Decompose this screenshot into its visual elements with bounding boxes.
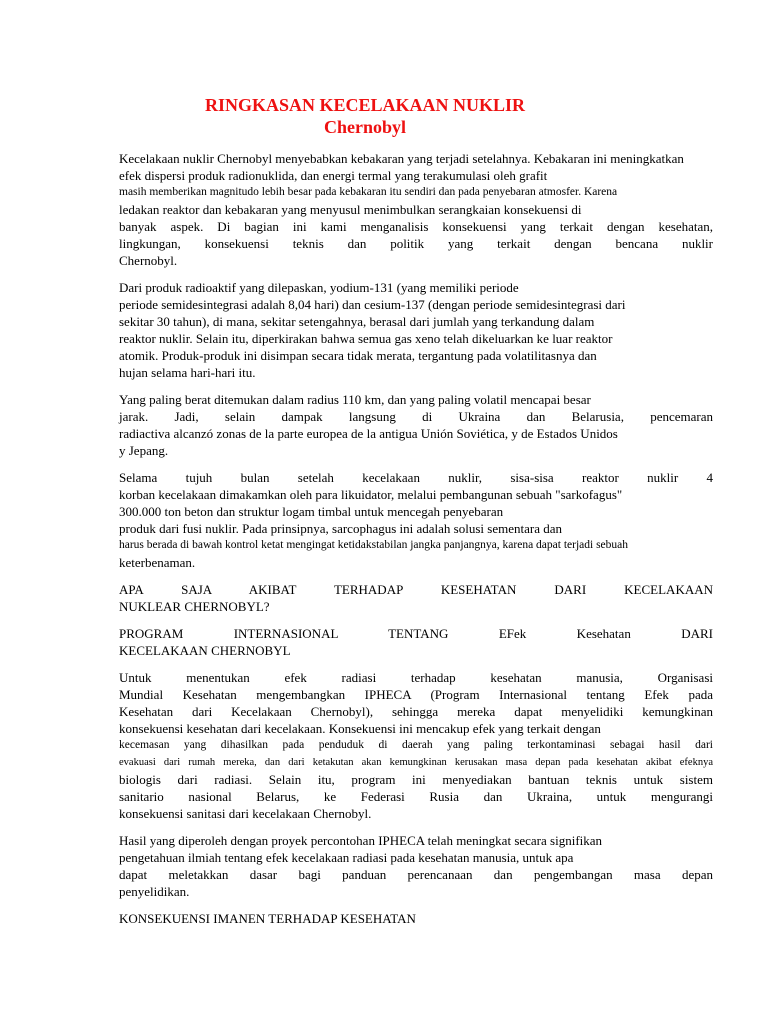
text-line: pengetahuan ilmiah tentang efek kecelakaan radiasi pada kesehatan manusia, untuk apa (119, 850, 574, 865)
text-line: Chernobyl. (119, 253, 178, 268)
text-line: kecemasan yang dihasilkan pada penduduk di daerah yang paling terkontaminasi sebagai hasil dari (119, 739, 713, 751)
paragraph (119, 669, 713, 822)
text-line: PROGRAM INTERNASIONAL TENTANG EFek Kesehatan DARI (119, 626, 713, 641)
text-line: Hasil yang diperoleh dengan proyek percontohan IPHECA telah meningkat secara signifikan (119, 833, 603, 848)
text-line: korban kecelakaan dimakamkan oleh para likuidator, melalui pembangunan sebuah "sarkofagus" (119, 487, 623, 502)
text-line: konsekuensi sanitasi dari kecelakaan Chernobyl. (119, 806, 372, 821)
text-line: periode semidesintegrasi adalah 8,04 hari) dan cesium-137 (dengan periode semidesintegrasi dari (119, 297, 626, 312)
text-line: jarak. Jadi, selain dampak langsung di Ukraina dan Belarusia, pencemaran (119, 409, 713, 424)
paragraph (119, 279, 713, 381)
text-line: KECELAKAAN CHERNOBYL (119, 643, 291, 658)
text-line: APA SAJA AKIBAT TERHADAP KESEHATAN DARI KECELAKAAN (119, 582, 713, 597)
paragraph (119, 581, 713, 615)
text-line: Dari produk radioaktif yang dilepaskan, yodium-131 (yang memiliki periode (119, 280, 519, 295)
paragraph (119, 625, 713, 659)
text-line: ledakan reaktor dan kebakaran yang menyusul menimbulkan serangkaian konsekuensi di (119, 202, 582, 217)
text-line: dapat meletakkan dasar bagi panduan perencanaan dan pengembangan masa depan (119, 867, 713, 882)
text-line: penyelidikan. (119, 884, 190, 899)
document-subtitle: Chernobyl (323, 117, 406, 137)
text-line: sekitar 30 tahun), di mana, sekitar setengahnya, berasal dari jumlah yang terkandung dalam (119, 314, 595, 329)
document-body (119, 150, 713, 937)
text-line: 300.000 ton beton dan struktur logam timbal untuk mencegah penyebaran (119, 504, 504, 519)
text-line: biologis dari radiasi. Selain itu, program ini menyediakan bantuan teknis untuk sistem (119, 772, 713, 787)
text-line: harus berada di bawah kontrol ketat mengingat ketidakstabilan jangka panjangnya, karena dapat terjadi sebuah (119, 539, 629, 551)
title-block (150, 94, 580, 138)
paragraph (119, 832, 713, 900)
text-line: masih memberikan magnitudo lebih besar pada kebakaran itu sendiri dan pada penyebaran atmosfer. Karena (119, 186, 618, 198)
paragraph (119, 910, 713, 927)
paragraph (119, 469, 713, 571)
text-line: Kecelakaan nuklir Chernobyl menyebabkan kebakaran yang terjadi setelahnya. Kebakaran ini meningkatkan (119, 151, 684, 166)
text-line: evakuasi dari rumah mereka, dan dari ketakutan akan kemungkinan kerusakan masa depan pada kesehatan akibat efeknya (119, 757, 713, 768)
text-line: Mundial Kesehatan mengembangkan IPHECA (Program Internasional tentang Efek pada (119, 687, 713, 702)
document-title: RINGKASAN KECELAKAAN NUKLIR (204, 95, 526, 115)
text-line: Selama tujuh bulan setelah kecelakaan nuklir, sisa-sisa reaktor nuklir 4 (119, 470, 713, 485)
paragraph (119, 391, 713, 459)
text-line: keterbenaman. (119, 555, 196, 570)
text-line: konsekuensi kesehatan dari kecelakaan. Konsekuensi ini mencakup efek yang terkait dengan (119, 721, 601, 736)
text-line: produk dari fusi nuklir. Pada prinsipnya, sarcophagus ini adalah solusi sementara dan (119, 521, 562, 536)
text-line: Kesehatan dari Kecelakaan Chernobyl), sehingga mereka dapat menyelidiki kemungkinan (119, 704, 713, 719)
text-line: radiactiva alcanzó zonas de la parte europea de la antigua Unión Soviética, y de Estados Unidos (119, 426, 618, 441)
text-line: lingkungan, konsekuensi teknis dan politik yang terkait dengan bencana nuklir (119, 236, 713, 251)
text-line: sanitario nasional Belarus, ke Federasi Rusia dan Ukraina, untuk mengurangi (119, 789, 713, 804)
text-line: KONSEKUENSI IMANEN TERHADAP KESEHATAN (119, 911, 416, 926)
text-line: y Jepang. (119, 443, 169, 458)
text-line: hujan selama hari-hari itu. (119, 365, 256, 380)
text-line: atomik. Produk-produk ini disimpan secara tidak merata, tergantung pada volatilitasnya dan (119, 348, 597, 363)
text-line: Yang paling berat ditemukan dalam radius 110 km, dan yang paling volatil mencapai besar (119, 392, 591, 407)
text-line: reaktor nuklir. Selain itu, diperkirakan bahwa semua gas xeno telah dikeluarkan ke luar reaktor (119, 331, 613, 346)
text-line: efek dispersi produk radionuklida, dan energi termal yang terakumulasi oleh grafit (119, 168, 548, 183)
text-line: NUKLEAR CHERNOBYL? (119, 599, 270, 614)
text-line: Untuk menentukan efek radiasi terhadap kesehatan manusia, Organisasi (119, 670, 713, 685)
paragraph (119, 150, 713, 269)
text-line: banyak aspek. Di bagian ini kami menganalisis konsekuensi yang terkait dengan kesehatan, (119, 219, 713, 234)
